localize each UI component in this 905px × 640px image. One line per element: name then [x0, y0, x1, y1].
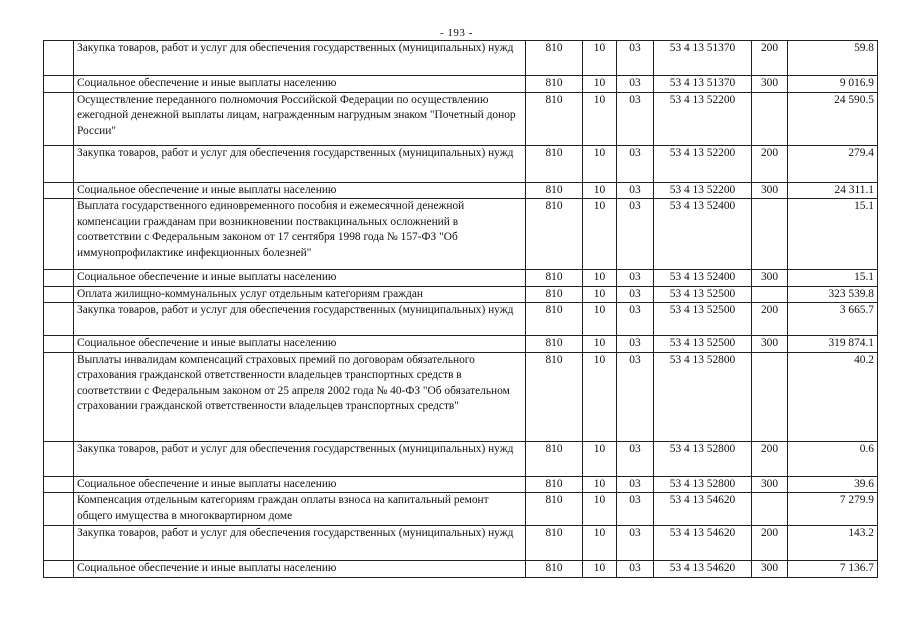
section-code-cell: 10	[583, 92, 617, 145]
section-code-cell: 10	[583, 182, 617, 199]
section-code-cell: 10	[583, 476, 617, 493]
row-margin-cell	[44, 92, 74, 145]
target-article-cell: 53 4 13 52500	[654, 336, 752, 353]
subsection-code-cell: 03	[617, 476, 654, 493]
page-number: - 193 -	[440, 27, 473, 39]
target-article-cell: 53 4 13 51370	[654, 76, 752, 93]
row-name-cell: Социальное обеспечение и иные выплаты населению	[74, 76, 526, 93]
ministry-code-cell: 810	[526, 286, 583, 303]
target-article-cell: 53 4 13 52200	[654, 145, 752, 182]
section-code-cell: 10	[583, 303, 617, 336]
amount-cell: 0.6	[788, 441, 878, 476]
ministry-code-cell: 810	[526, 476, 583, 493]
row-name-cell: Социальное обеспечение и иные выплаты населению	[74, 270, 526, 287]
amount-cell: 279.4	[788, 145, 878, 182]
ministry-code-cell: 810	[526, 182, 583, 199]
section-code-cell: 10	[583, 561, 617, 578]
row-margin-cell	[44, 352, 74, 441]
amount-cell: 319 874.1	[788, 336, 878, 353]
expense-type-cell: 200	[752, 303, 788, 336]
table-row	[44, 199, 878, 270]
table-row	[44, 336, 878, 353]
row-name-cell: Закупка товаров, работ и услуг для обеспечения государственных (муниципальных) нужд	[74, 41, 526, 76]
ministry-code-cell: 810	[526, 41, 583, 76]
section-code-cell: 10	[583, 41, 617, 76]
expense-type-cell: 200	[752, 145, 788, 182]
ministry-code-cell: 810	[526, 76, 583, 93]
section-code-cell: 10	[583, 441, 617, 476]
row-name-cell: Выплаты инвалидам компенсаций страховых премий по договорам обязательного страхования гражданской ответственности владельцев транспортных средств в соответствии с Федеральным законом от 25 апреля 2002 года № 40-ФЗ "Об обязательном страховании гражданской ответственности владельцев транспортных средств"	[74, 352, 526, 441]
subsection-code-cell: 03	[617, 76, 654, 93]
section-code-cell: 10	[583, 286, 617, 303]
row-margin-cell	[44, 41, 74, 76]
expense-type-cell: 300	[752, 476, 788, 493]
row-margin-cell	[44, 476, 74, 493]
ministry-code-cell: 810	[526, 441, 583, 476]
row-margin-cell	[44, 441, 74, 476]
section-code-cell: 10	[583, 145, 617, 182]
row-margin-cell	[44, 493, 74, 526]
expense-type-cell: 200	[752, 441, 788, 476]
section-code-cell: 10	[583, 76, 617, 93]
expense-type-cell: 200	[752, 526, 788, 561]
budget-table	[43, 40, 878, 578]
table-row	[44, 92, 878, 145]
subsection-code-cell: 03	[617, 303, 654, 336]
expense-type-cell: 200	[752, 41, 788, 76]
subsection-code-cell: 03	[617, 561, 654, 578]
row-margin-cell	[44, 526, 74, 561]
row-margin-cell	[44, 182, 74, 199]
row-margin-cell	[44, 199, 74, 270]
amount-cell: 7 136.7	[788, 561, 878, 578]
row-name-cell: Оплата жилищно-коммунальных услуг отдельным категориям граждан	[74, 286, 526, 303]
table-row	[44, 182, 878, 199]
section-code-cell: 10	[583, 493, 617, 526]
ministry-code-cell: 810	[526, 561, 583, 578]
target-article-cell: 53 4 13 54620	[654, 526, 752, 561]
section-code-cell: 10	[583, 199, 617, 270]
table-row	[44, 441, 878, 476]
table-row	[44, 476, 878, 493]
subsection-code-cell: 03	[617, 199, 654, 270]
row-name-cell: Осуществление переданного полномочия Российской Федерации по осуществлению ежегодной денежной выплаты лицам, награжденным нагрудным знаком "Почетный донор России"	[74, 92, 526, 145]
amount-cell: 7 279.9	[788, 493, 878, 526]
table-row	[44, 493, 878, 526]
section-code-cell: 10	[583, 526, 617, 561]
subsection-code-cell: 03	[617, 145, 654, 182]
row-margin-cell	[44, 76, 74, 93]
row-margin-cell	[44, 145, 74, 182]
row-margin-cell	[44, 270, 74, 287]
amount-cell: 40.2	[788, 352, 878, 441]
expense-type-cell	[752, 92, 788, 145]
row-name-cell: Социальное обеспечение и иные выплаты населению	[74, 182, 526, 199]
subsection-code-cell: 03	[617, 286, 654, 303]
subsection-code-cell: 03	[617, 352, 654, 441]
ministry-code-cell: 810	[526, 352, 583, 441]
table-row	[44, 270, 878, 287]
amount-cell: 15.1	[788, 270, 878, 287]
amount-cell: 3 665.7	[788, 303, 878, 336]
subsection-code-cell: 03	[617, 270, 654, 287]
subsection-code-cell: 03	[617, 336, 654, 353]
expense-type-cell	[752, 493, 788, 526]
expense-type-cell	[752, 199, 788, 270]
subsection-code-cell: 03	[617, 441, 654, 476]
row-name-cell: Закупка товаров, работ и услуг для обеспечения государственных (муниципальных) нужд	[74, 145, 526, 182]
amount-cell: 323 539.8	[788, 286, 878, 303]
target-article-cell: 53 4 13 51370	[654, 41, 752, 76]
row-margin-cell	[44, 561, 74, 578]
ministry-code-cell: 810	[526, 493, 583, 526]
table-row	[44, 41, 878, 76]
table-row	[44, 76, 878, 93]
expense-type-cell: 300	[752, 76, 788, 93]
target-article-cell: 53 4 13 52800	[654, 352, 752, 441]
row-margin-cell	[44, 303, 74, 336]
table-row	[44, 352, 878, 441]
target-article-cell: 53 4 13 52800	[654, 441, 752, 476]
subsection-code-cell: 03	[617, 41, 654, 76]
table-row	[44, 526, 878, 561]
subsection-code-cell: 03	[617, 182, 654, 199]
target-article-cell: 53 4 13 52500	[654, 303, 752, 336]
table-row	[44, 561, 878, 578]
target-article-cell: 53 4 13 52800	[654, 476, 752, 493]
row-name-cell: Социальное обеспечение и иные выплаты населению	[74, 561, 526, 578]
expense-type-cell: 300	[752, 270, 788, 287]
table-row	[44, 303, 878, 336]
amount-cell: 9 016.9	[788, 76, 878, 93]
row-name-cell: Социальное обеспечение и иные выплаты населению	[74, 336, 526, 353]
subsection-code-cell: 03	[617, 526, 654, 561]
row-name-cell: Выплата государственного единовременного пособия и ежемесячной денежной компенсации гражданам при возникновении поствакцинальных осложнений в соответствии с Федеральным законом от 17 сентября 1998 года № 157-ФЗ "Об иммунопрофилактике инфекционных болезней"	[74, 199, 526, 270]
ministry-code-cell: 810	[526, 145, 583, 182]
expense-type-cell: 300	[752, 182, 788, 199]
amount-cell: 24 311.1	[788, 182, 878, 199]
expense-type-cell: 300	[752, 561, 788, 578]
target-article-cell: 53 4 13 52400	[654, 199, 752, 270]
amount-cell: 15.1	[788, 199, 878, 270]
target-article-cell: 53 4 13 54620	[654, 493, 752, 526]
section-code-cell: 10	[583, 270, 617, 287]
row-name-cell: Закупка товаров, работ и услуг для обеспечения государственных (муниципальных) нужд	[74, 441, 526, 476]
amount-cell: 39.6	[788, 476, 878, 493]
row-name-cell: Компенсация отдельным категориям граждан оплаты взноса на капитальный ремонт общего имущества в многоквартирном доме	[74, 493, 526, 526]
ministry-code-cell: 810	[526, 526, 583, 561]
expense-type-cell: 300	[752, 336, 788, 353]
row-name-cell: Социальное обеспечение и иные выплаты населению	[74, 476, 526, 493]
row-name-cell: Закупка товаров, работ и услуг для обеспечения государственных (муниципальных) нужд	[74, 303, 526, 336]
target-article-cell: 53 4 13 52200	[654, 182, 752, 199]
target-article-cell: 53 4 13 54620	[654, 561, 752, 578]
expense-type-cell	[752, 352, 788, 441]
row-name-cell: Закупка товаров, работ и услуг для обеспечения государственных (муниципальных) нужд	[74, 526, 526, 561]
target-article-cell: 53 4 13 52400	[654, 270, 752, 287]
target-article-cell: 53 4 13 52500	[654, 286, 752, 303]
target-article-cell: 53 4 13 52200	[654, 92, 752, 145]
row-margin-cell	[44, 286, 74, 303]
section-code-cell: 10	[583, 336, 617, 353]
section-code-cell: 10	[583, 352, 617, 441]
ministry-code-cell: 810	[526, 303, 583, 336]
row-margin-cell	[44, 336, 74, 353]
table-row	[44, 286, 878, 303]
amount-cell: 24 590.5	[788, 92, 878, 145]
expense-type-cell	[752, 286, 788, 303]
ministry-code-cell: 810	[526, 199, 583, 270]
amount-cell: 143.2	[788, 526, 878, 561]
ministry-code-cell: 810	[526, 336, 583, 353]
ministry-code-cell: 810	[526, 270, 583, 287]
ministry-code-cell: 810	[526, 92, 583, 145]
amount-cell: 59.8	[788, 41, 878, 76]
table-row	[44, 145, 878, 182]
subsection-code-cell: 03	[617, 493, 654, 526]
subsection-code-cell: 03	[617, 92, 654, 145]
